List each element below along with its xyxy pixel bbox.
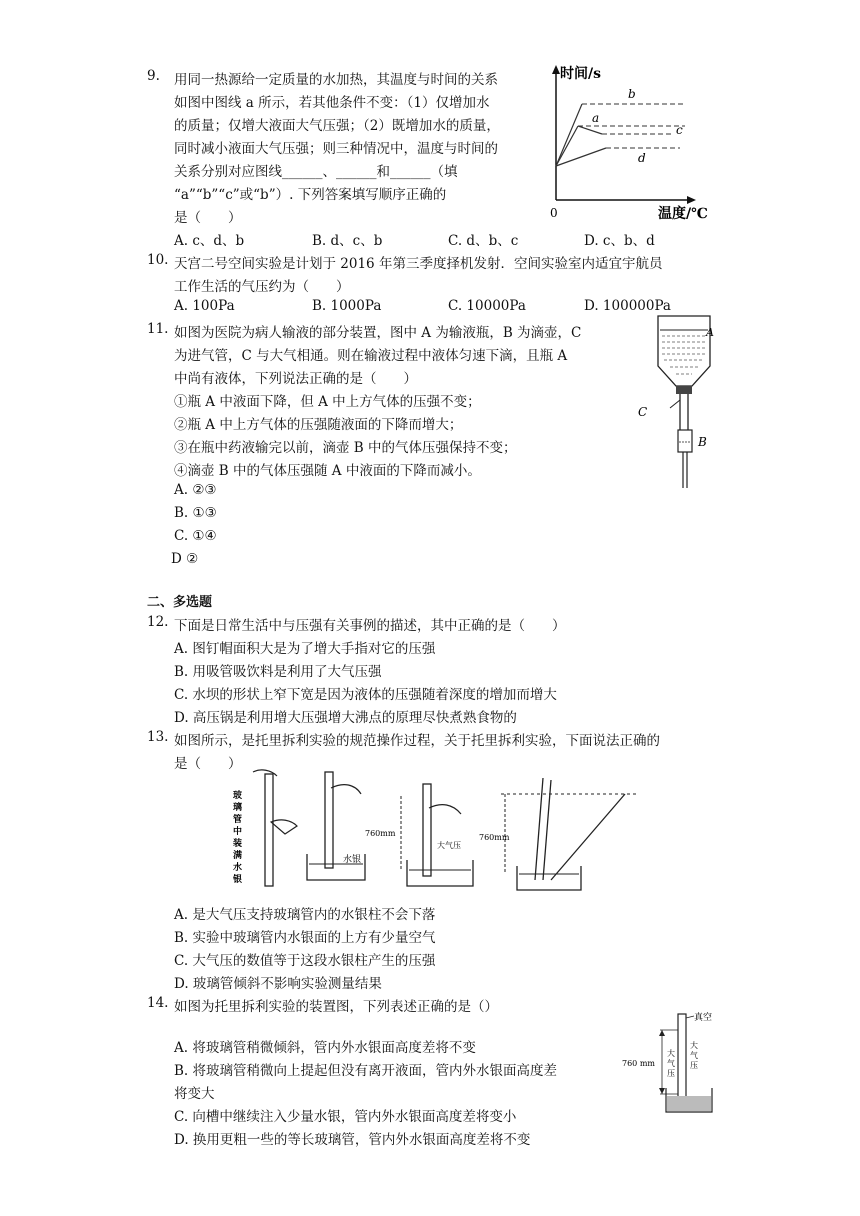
option-c[interactable]: C. d、b、c <box>448 233 519 249</box>
option-b[interactable]: B. 用吸管吸饮料是利用了大气压强 <box>174 664 382 680</box>
option-a[interactable]: A. c、d、b <box>174 233 245 249</box>
option-b[interactable]: B. 实验中玻璃管内水银面的上方有少量空气 <box>174 930 436 946</box>
option-d[interactable]: D. 高压锅是利用增大压强增大沸点的原理尽快煮熟食物的 <box>174 710 517 726</box>
mercury-label: 水银 <box>343 855 362 865</box>
statement-3: ③在瓶中药液输完以前，滴壶 B 中的气体压强保持不变； <box>174 440 517 456</box>
option-b[interactable]: B. ①③ <box>174 505 217 521</box>
temperature-time-graph <box>540 60 725 225</box>
label-a: A <box>706 326 714 339</box>
question-number: 14. <box>147 995 169 1011</box>
option-a[interactable]: A. 将玻璃管稍微倾斜，管内外水银面高度差将不变 <box>174 1040 476 1056</box>
question-text-line: 工作生活的气压约为（ ） <box>174 279 350 295</box>
option-d[interactable]: D. c、b、d <box>584 233 655 249</box>
tube-filled-label: 玻璃管中装满水银 <box>233 791 243 885</box>
option-a[interactable]: A. 图钉帽面积大是为了增大手指对它的压强 <box>174 641 436 657</box>
curve-label-d: d <box>638 151 646 165</box>
atm-label-1: 大气压 <box>437 841 461 850</box>
atm-label-right: 大气压 <box>690 1041 698 1070</box>
vacuum-label: 真空 <box>694 1013 713 1023</box>
question-text-line: 是（ ） <box>174 756 242 772</box>
question-text-line: 中尚有液体，下列说法正确的是（ ） <box>174 371 417 387</box>
question-number: 9. <box>147 68 160 84</box>
torricelli-procedure-figure <box>225 768 645 898</box>
question-text-line: 同时减小液面大气压强；则三种情况中，温度与时间的 <box>174 141 498 157</box>
option-d[interactable]: D ② <box>171 551 199 567</box>
height-label-2: 760mm <box>479 833 510 842</box>
option-d[interactable]: D. 玻璃管倾斜不影响实验测量结果 <box>174 976 382 992</box>
question-text-line: 的质量；仅增大液面大气压强；（2）既增加水的质量， <box>174 118 500 134</box>
question-text-line: 为进气管，C 与大气相通。则在输液过程中液体匀速下滴，且瓶 A <box>174 348 568 364</box>
option-b[interactable]: B. 将玻璃管稍微向上提起但没有离开液面，管内外水银面高度差 <box>174 1063 558 1079</box>
label-c: C <box>638 405 648 419</box>
option-a[interactable]: A. ②③ <box>174 482 217 498</box>
torricelli-apparatus-figure <box>620 1008 720 1118</box>
question-number: 12. <box>147 614 169 630</box>
question-text-line: 如图为医院为病人输液的部分装置，图中 A 为输液瓶，B 为滴壶，C <box>174 325 582 341</box>
option-c[interactable]: C. 大气压的数值等于这段水银柱产生的压强 <box>174 953 436 969</box>
question-text-line: 如图所示，是托里拆利实验的规范操作过程，关于托里拆利实验，下面说法正确的 <box>174 733 660 749</box>
question-text-line: 用同一热源给一定质量的水加热，其温度与时间的关系 <box>174 72 498 88</box>
option-c[interactable]: C. ①④ <box>174 528 217 544</box>
option-d[interactable]: D. 换用更粗一些的等长玻璃管，管内外水银面高度差将不变 <box>174 1132 531 1148</box>
option-a[interactable]: A. 100Pa <box>174 298 235 314</box>
atm-label-left: 大气压 <box>667 1049 675 1078</box>
option-a[interactable]: A. 是大气压支持玻璃管内的水银柱不会下落 <box>174 907 436 923</box>
question-text-line: 如图为托里拆利实验的装置图，下列表述正确的是（） <box>174 999 498 1015</box>
curve-label-c: c <box>676 123 683 137</box>
height-label-1: 760mm <box>365 829 396 838</box>
option-b[interactable]: B. 1000Pa <box>312 298 382 314</box>
option-b[interactable]: B. d、c、b <box>312 233 383 249</box>
question-text-line: 天宫二号空间实验是计划于 2016 年第三季度择机发射．空间实验室内适宜宇航员 <box>174 256 663 272</box>
x-axis-label: 温度/℃ <box>658 206 708 222</box>
question-text-line: “a”“b”“c”或“b”）. 下列答案填写顺序正确的 <box>174 187 447 203</box>
section-heading: 二、多选题 <box>147 595 213 610</box>
question-number: 13. <box>147 729 169 745</box>
question-text-line: 下面是日常生活中与压强有关事例的描述，其中正确的是（ ） <box>174 618 566 634</box>
option-c[interactable]: C. 向槽中继续注入少量水银，管内外水银面高度差将变小 <box>174 1109 517 1125</box>
height-label: 760 mm <box>622 1059 655 1068</box>
curve-label-b: b <box>628 87 636 101</box>
option-d[interactable]: D. 100000Pa <box>584 298 671 314</box>
option-c[interactable]: C. 10000Pa <box>448 298 526 314</box>
option-c[interactable]: C. 水坝的形状上窄下宽是因为液体的压强随着深度的增加而增大 <box>174 687 557 703</box>
question-text-line: 关系分别对应图线______、______和______（填 <box>174 164 458 180</box>
curve-label-a: a <box>592 111 600 125</box>
option-b-continued: 将变大 <box>174 1086 215 1102</box>
question-text-line: 如图中图线 a 所示，若其他条件不变：（1）仅增加水 <box>174 95 490 111</box>
question-number: 11. <box>147 321 169 337</box>
infusion-apparatus-figure <box>630 312 720 492</box>
question-text-line: 是（ ） <box>174 210 242 226</box>
origin-label: 0 <box>550 206 558 220</box>
question-number: 10. <box>147 252 169 268</box>
statement-1: ①瓶 A 中液面下降，但 A 中上方气体的压强不变； <box>174 394 481 410</box>
label-b: B <box>698 435 707 449</box>
statement-4: ④滴壶 B 中的气体压强随 A 中液面的下降而减小。 <box>174 463 481 479</box>
y-axis-label: 时间/s <box>560 66 601 82</box>
statement-2: ②瓶 A 中上方气体的压强随液面的下降而增大； <box>174 417 463 433</box>
